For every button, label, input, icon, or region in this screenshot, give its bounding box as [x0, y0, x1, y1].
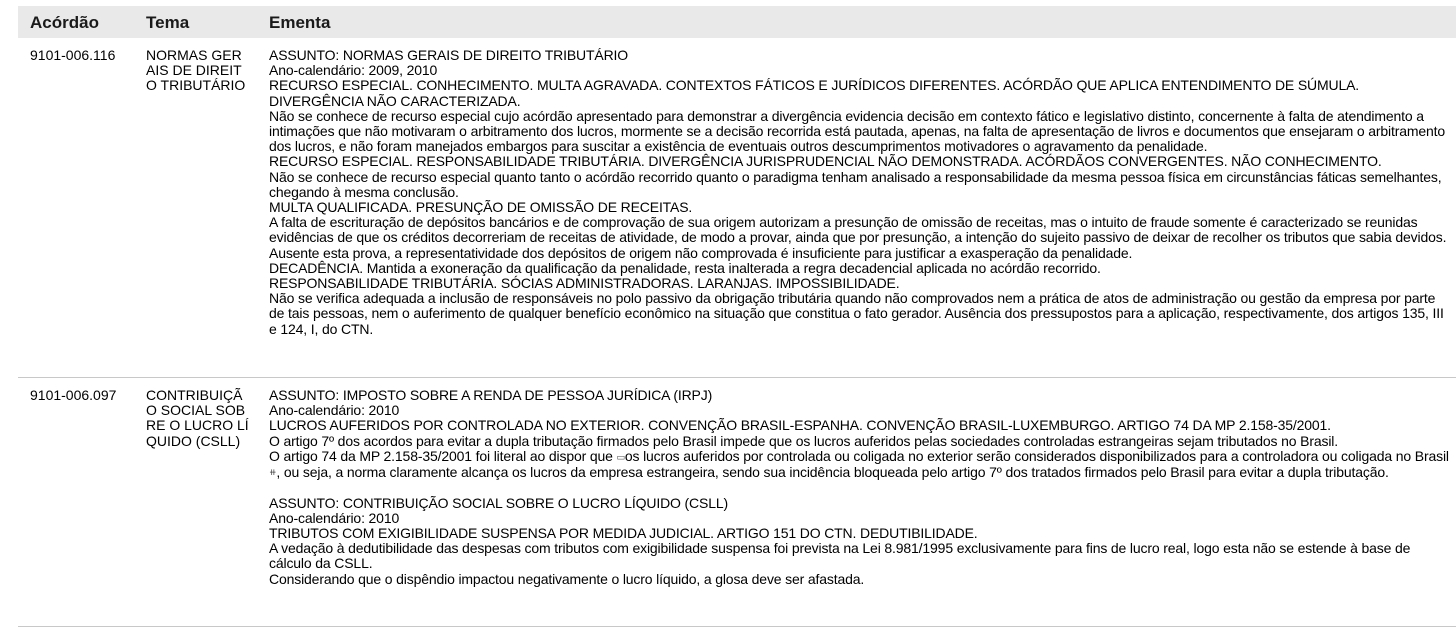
quote-close-glyph-icon: ⧺ [269, 467, 277, 478]
ementa-line [269, 449, 1454, 481]
ementa-line: LUCROS AUFERIDOS POR CONTROLADA NO EXTERIOR. CONVENÇÃO BRASIL-ESPANHA. CONVENÇÃO BRASIL-LUXEMBURGO. ARTIGO 74 DA MP 2.158-35/2001. [269, 417, 1331, 434]
ementa-line: RECURSO ESPECIAL. CONHECIMENTO. MULTA AGRAVADA. CONTEXTOS FÁTICOS E JURÍDICOS DIFERENTES. ACÓRDÃO QUE APLICA ENTENDIMENTO DE SÚMULA. DIVERGÊNCIA NÃO CARACTERIZADA. [269, 77, 1360, 109]
header-tema: Tema [146, 13, 190, 32]
ementa-line: ASSUNTO: IMPOSTO SOBRE A RENDA DE PESSOA JURÍDICA (IRPJ) [269, 387, 713, 403]
ementa-line: Não se verifica adequada a inclusão de responsáveis no polo passivo da obrigação tributária quando não comprovados nem a prática de atos de administração ou gestão da empresa por parte de tais pessoas, nem o auferimento de qualquer benefício econômico na situação que constitua o fato gerador. Ausência dos pressupostos para a aplicação, respectivamente, dos artigos 135, III e 124, I, do CTN. [269, 290, 1444, 337]
ementa-line: O artigo 7º dos acordos para evitar a dupla tributação firmados pelo Brasil impede que os lucros auferidos pelas sociedades controladas estrangeiras sejam tributados no Brasil. [269, 432, 1338, 449]
acordao-number: 9101-006.097 [30, 387, 117, 403]
ementa-line: Ano-calendário: 2010 [269, 509, 400, 526]
ementa-line: ASSUNTO: CONTRIBUIÇÃO SOCIAL SOBRE O LUCRO LÍQUIDO (CSLL) [269, 494, 728, 511]
ementa-fragment: O artigo 74 da MP 2.158-35/2001 foi literal ao dispor que [269, 447, 617, 464]
ementa-line: RECURSO ESPECIAL. RESPONSABILIDADE TRIBUTÁRIA. DIVERGÊNCIA JURISPRUDENCIAL NÃO DEMONSTRADA. ACÓRDÃOS CONVERGENTES. NÃO CONHECIMENTO. [269, 153, 1382, 170]
ementa-line: ASSUNTO: NORMAS GERAIS DE DIREITO TRIBUTÁRIO [269, 47, 629, 63]
ementa-line: A falta de escrituração de depósitos bancários e de comprovação de sua origem autorizam a presunção de omissão de receitas, mas o intuito de fraude somente é caracterizado se reunidas evidências de que os créditos decorreriam de receitas de atividade, de modo a provar, ainda que por presunção, a intenção do sujeito passivo de deixar de recolher os tributos que sabia devidos. Ausente esta prova, a representatividade dos depósitos de origem não comprovada é insuficiente para justificar a exasperação da penalidade. [269, 214, 1447, 261]
header-ementa: Ementa [269, 13, 331, 32]
ementa-line: RESPONSABILIDADE TRIBUTÁRIA. SÓCIAS ADMINISTRADORAS. LARANJAS. IMPOSSIBILIDADE. [269, 275, 900, 292]
acordao-number: 9101-006.116 [30, 47, 116, 63]
ementa-line: A vedação à dedutibilidade das despesas com tributos com exigibilidade suspensa foi prevista na Lei 8.981/1995 exclusivamente para fins de lucro real, logo esta não se estende à base de cálculo da CSLL. [269, 540, 1411, 572]
acordaos-table [18, 6, 1456, 627]
ementa-line: DECADÊNCIA. Mantida a exoneração da qualificação da penalidade, resta inalterada a regra decadencial aplicada no acórdão recorrido. [269, 259, 1101, 276]
ementa-line: Não se conhece de recurso especial quanto tanto o acórdão recorrido quanto o paradigma tenham analisado a responsabilidade da mesma pessoa física em circunstâncias fáticas semelhantes, chegando à mesma conclusão. [269, 168, 1442, 200]
ementa-fragment: , ou seja, a norma claramente alcança os lucros da empresa estrangeira, sendo sua incidência bloqueada pelo artigo 7º dos tratados firmados pelo Brasil para evitar a dupla tributação. [276, 463, 1389, 480]
ementa-line: Ano-calendário: 2009, 2010 [269, 62, 438, 79]
quote-open-glyph-icon: ▭ [616, 451, 625, 462]
table-row [18, 38, 1456, 378]
ementa-line: Não se conhece de recurso especial cujo acórdão apresentado para demonstrar a divergência evidencia decisão em contexto fático e legislativo distinto, concernente à falta de atendimento a intimações que não motivaram o arbitramento dos lucros, mormente se a decisão recorrida está pautada, apenas, na falta de apresentação de livros e documentos que ensejaram o arbitramento dos lucros, e não foram manejados embargos para suscitar a existência de eventuais outros descumprimentos motivadores o agravamento da penalidade. [269, 107, 1445, 155]
ementa-fragment: os lucros auferidos por controlada ou coligada no exterior serão considerados disponibilizados para a controladora ou coligada no Brasil [624, 447, 1449, 464]
ementa-text [269, 48, 1454, 337]
ementa-line: Considerando que o dispêndio impactou negativamente o lucro líquido, a glosa deve ser afastada. [269, 570, 865, 587]
table-row [18, 378, 1456, 627]
ementa-line: MULTA QUALIFICADA. PRESUNÇÃO DE OMISSÃO DE RECEITAS. [269, 199, 693, 216]
header-acordao: Acórdão [30, 13, 99, 32]
paragraph-gap [269, 481, 1454, 496]
ementa-text [269, 388, 1454, 587]
ementa-line: Ano-calendário: 2010 [269, 402, 400, 419]
tema-text: NORMAS GERAIS DE DIREITO TRIBUTÁRIO [146, 47, 246, 94]
ementa-line: TRIBUTOS COM EXIGIBILIDADE SUSPENSA POR MEDIDA JUDICIAL. ARTIGO 151 DO CTN. DEDUTIBILIDADE. [269, 525, 978, 541]
table-header [18, 6, 1456, 38]
tema-text: CONTRIBUIÇÃO SOCIAL SOBRE O LUCRO LÍQUIDO (CSLL) [146, 387, 249, 449]
